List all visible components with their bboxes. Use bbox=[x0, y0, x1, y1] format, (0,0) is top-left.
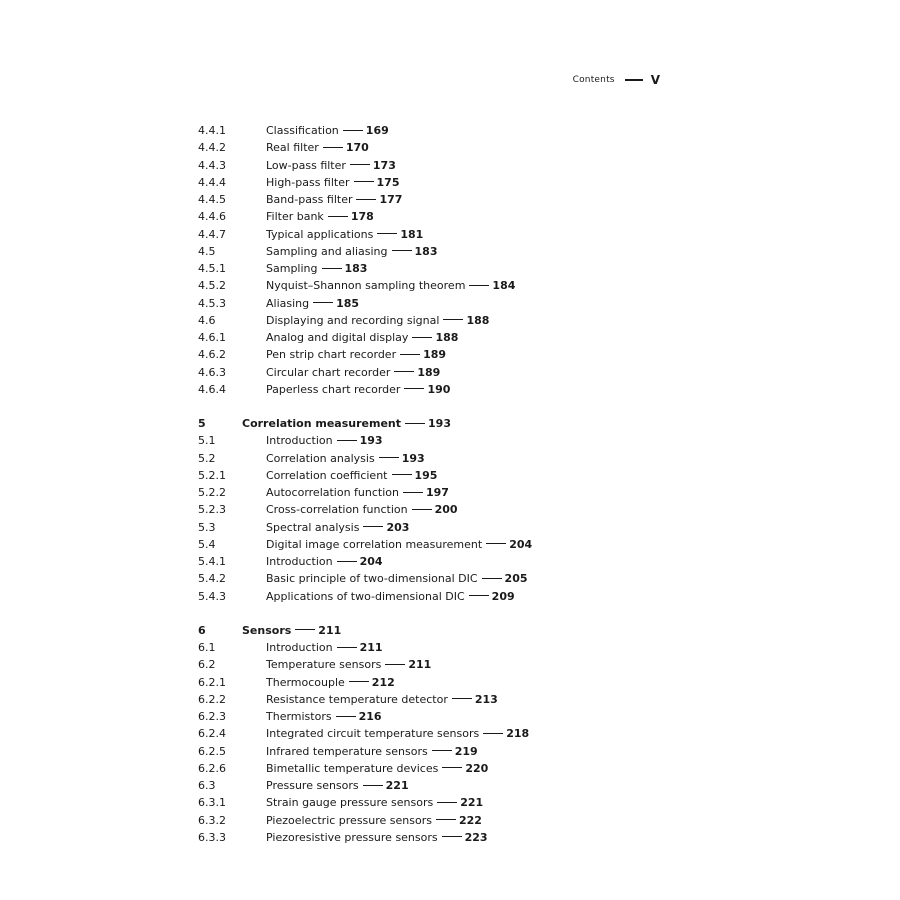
toc-entry-text bbox=[266, 519, 409, 536]
toc-entry-text bbox=[266, 277, 515, 294]
toc-entry-number: 6.3.2 bbox=[198, 813, 226, 827]
toc-entry-number: 6.3 bbox=[198, 779, 216, 792]
toc-entry-page-number: 211 bbox=[408, 658, 432, 672]
toc-entry[interactable] bbox=[198, 484, 618, 501]
toc-leader-dash bbox=[442, 836, 462, 837]
toc-entry-number: 4.4.7 bbox=[198, 227, 226, 241]
toc-entry-title: Classification bbox=[266, 124, 339, 137]
running-head-page-number: V bbox=[650, 73, 660, 87]
toc-entry-title: Real filter bbox=[266, 141, 319, 155]
toc-entry[interactable] bbox=[198, 519, 618, 536]
toc-entry-page-number: 188 bbox=[466, 313, 490, 327]
toc-entry-text bbox=[266, 794, 483, 811]
toc-entry-title: Displaying and recording signal bbox=[266, 313, 440, 327]
toc-leader-dash bbox=[313, 302, 333, 303]
toc-leader-dash bbox=[482, 578, 502, 579]
toc-leader-dash bbox=[322, 268, 342, 269]
toc-entry-page-number: 222 bbox=[459, 813, 482, 827]
toc-entry-number: 6.2.3 bbox=[198, 710, 226, 723]
toc-entry-page-number: 205 bbox=[504, 572, 528, 586]
toc-entry-page-number: 219 bbox=[454, 744, 478, 758]
toc-entry-title: Thermistors bbox=[266, 710, 332, 723]
toc-leader-dash bbox=[337, 647, 357, 648]
toc-entry-text bbox=[266, 260, 367, 277]
toc-entry[interactable] bbox=[198, 381, 618, 398]
toc-entry[interactable] bbox=[198, 725, 618, 742]
toc-entry-page-number: 170 bbox=[345, 141, 369, 155]
toc-leader-dash bbox=[363, 785, 383, 786]
toc-entry-text bbox=[266, 191, 402, 208]
toc-entry-text bbox=[266, 295, 359, 312]
toc-entry[interactable] bbox=[198, 656, 618, 673]
toc-entry-text bbox=[266, 536, 532, 553]
toc-leader-dash bbox=[412, 337, 432, 338]
toc-entry-page-number: 190 bbox=[427, 382, 451, 396]
toc-entry-page-number: 218 bbox=[506, 727, 530, 741]
toc-entry-number: 6.2.2 bbox=[198, 692, 226, 706]
toc-entry-text bbox=[266, 725, 529, 742]
toc-entry[interactable] bbox=[198, 208, 618, 225]
toc-entry-page-number: 211 bbox=[318, 623, 342, 637]
toc-leader-dash bbox=[337, 561, 357, 562]
toc-leader-dash bbox=[443, 319, 463, 320]
running-head bbox=[560, 72, 660, 88]
toc-entry-text bbox=[266, 639, 383, 656]
toc-entry-text bbox=[266, 674, 395, 691]
toc-entry-page-number: 193 bbox=[359, 434, 383, 448]
toc-entry-number: 5.2.3 bbox=[198, 503, 226, 517]
toc-leader-dash bbox=[400, 354, 420, 355]
toc-entry-title: Thermocouple bbox=[266, 675, 345, 689]
toc-leader-dash bbox=[349, 681, 369, 682]
toc-entry-title: Correlation coefficient bbox=[266, 468, 388, 482]
toc-leader-dash bbox=[432, 750, 452, 751]
toc-entry-number: 5.2.1 bbox=[198, 468, 226, 482]
toc-entry-number: 5.1 bbox=[198, 434, 216, 448]
toc-entry[interactable] bbox=[198, 467, 618, 484]
toc-entry[interactable] bbox=[198, 157, 618, 174]
toc-entry-page-number: 175 bbox=[376, 175, 400, 189]
toc-entry-page-number: 197 bbox=[426, 486, 449, 499]
toc-leader-dash bbox=[379, 457, 399, 458]
toc-entry-page-number: 193 bbox=[401, 451, 425, 465]
toc-entry-page-number: 221 bbox=[385, 779, 409, 792]
toc-entry-number: 6.2.6 bbox=[198, 761, 226, 775]
toc-entry-number: 4.4.3 bbox=[198, 158, 226, 172]
toc-entry-number: 6.3.3 bbox=[198, 830, 226, 844]
toc-entry[interactable] bbox=[198, 674, 618, 691]
toc-entry-title: Correlation measurement bbox=[242, 417, 402, 430]
toc-entry-number: 5 bbox=[198, 417, 206, 430]
toc-entry-title: Sensors bbox=[242, 623, 292, 637]
toc-entry-title: Spectral analysis bbox=[266, 520, 360, 534]
toc-entry-page-number: 183 bbox=[414, 244, 438, 258]
toc-entry-number: 6.2 bbox=[198, 658, 216, 672]
toc-leader-dash bbox=[336, 716, 356, 717]
toc-entry-page-number: 183 bbox=[344, 262, 368, 275]
toc-entry-number: 6 bbox=[198, 623, 206, 637]
toc-entry-text bbox=[266, 312, 489, 329]
toc-entry[interactable] bbox=[198, 829, 618, 846]
toc-entry-title: Integrated circuit temperature sensors bbox=[266, 727, 480, 741]
toc-entry-title: Introduction bbox=[266, 641, 333, 654]
toc-entry-text bbox=[266, 364, 440, 381]
toc-entry-page-number: 185 bbox=[336, 296, 360, 310]
toc-entry-number: 4.4.6 bbox=[198, 210, 226, 224]
toc-entry-title: Introduction bbox=[266, 434, 333, 448]
toc-entry-number: 5.3 bbox=[198, 520, 216, 534]
toc-entry-text bbox=[242, 415, 451, 432]
toc-entry[interactable] bbox=[198, 588, 618, 605]
toc-entry[interactable] bbox=[198, 553, 618, 570]
toc-entry-number: 6.2.5 bbox=[198, 744, 226, 758]
toc-entry-page-number: 189 bbox=[423, 348, 447, 362]
toc-entry-page-number: 195 bbox=[414, 468, 438, 482]
toc-entry-page-number: 200 bbox=[434, 503, 458, 517]
toc-entry[interactable] bbox=[198, 174, 618, 191]
toc-entry-page-number: 213 bbox=[474, 692, 498, 706]
toc-entry-page-number: 178 bbox=[350, 210, 374, 224]
toc-entry-text bbox=[266, 812, 482, 829]
toc-leader-dash bbox=[442, 767, 462, 768]
toc-entry-title: Pen strip chart recorder bbox=[266, 348, 397, 362]
toc-leader-dash bbox=[337, 440, 357, 441]
toc-entry-text bbox=[266, 656, 431, 673]
toc-entry-title: Autocorrelation function bbox=[266, 486, 399, 499]
toc-entry[interactable] bbox=[198, 295, 618, 312]
toc-entry-text bbox=[266, 381, 450, 398]
toc-entry[interactable] bbox=[198, 346, 618, 363]
toc-entry-text bbox=[266, 708, 382, 725]
toc-entry-title: Basic principle of two-dimensional DIC bbox=[266, 572, 478, 586]
toc-entry-title: High-pass filter bbox=[266, 175, 350, 189]
toc-entry-text bbox=[266, 329, 458, 346]
toc-entry-page-number: 223 bbox=[464, 830, 488, 844]
toc-entry-number: 4.6 bbox=[198, 313, 216, 327]
toc-entry-title: Nyquist–Shannon sampling theorem bbox=[266, 279, 466, 293]
toc-entry-text bbox=[242, 622, 341, 639]
toc-entry-number: 5.2 bbox=[198, 451, 216, 465]
toc-entry-number: 4.5.3 bbox=[198, 296, 226, 310]
toc-entry[interactable] bbox=[198, 691, 618, 708]
toc-entry-number: 4.5.2 bbox=[198, 279, 226, 293]
toc-entry-page-number: 220 bbox=[465, 761, 489, 775]
toc-entry[interactable] bbox=[198, 760, 618, 777]
toc-entry-text bbox=[266, 122, 389, 139]
toc-entry-page-number: 173 bbox=[372, 158, 396, 172]
running-head-label: Contents bbox=[572, 75, 615, 85]
toc-leader-dash bbox=[295, 629, 315, 630]
toc-entry-title: Piezoelectric pressure sensors bbox=[266, 813, 432, 827]
running-head-rule bbox=[625, 79, 643, 81]
toc-entry-text bbox=[266, 243, 437, 260]
toc-leader-dash bbox=[350, 164, 370, 165]
toc-entry-page-number: 221 bbox=[460, 796, 484, 810]
toc-entry-text bbox=[266, 139, 369, 156]
toc-entry[interactable] bbox=[198, 260, 618, 277]
toc-entry-number: 4.6.3 bbox=[198, 365, 226, 379]
toc-entry-number: 4.5.1 bbox=[198, 262, 226, 275]
toc-leader-dash bbox=[404, 388, 424, 389]
toc-entry-number: 4.5 bbox=[198, 244, 216, 258]
toc-entry-page-number: 216 bbox=[358, 710, 382, 723]
toc-entry-title: Filter bank bbox=[266, 210, 324, 224]
toc-entry-page-number: 204 bbox=[509, 537, 533, 551]
toc-entry-number: 6.2.1 bbox=[198, 675, 226, 689]
toc-entry-text bbox=[266, 208, 374, 225]
toc-entry[interactable] bbox=[198, 570, 618, 587]
toc-entry-title: Correlation analysis bbox=[266, 451, 375, 465]
toc-entry-text bbox=[266, 467, 437, 484]
toc-entry-title: Analog and digital display bbox=[266, 331, 409, 344]
toc-entry-text bbox=[266, 484, 449, 501]
toc-entry-title: Infrared temperature sensors bbox=[266, 744, 428, 758]
toc-entry-text bbox=[266, 760, 488, 777]
toc-entry-number: 6.3.1 bbox=[198, 796, 226, 810]
toc-entry-page-number: 184 bbox=[492, 279, 516, 293]
toc-entry-title: Digital image correlation measurement bbox=[266, 537, 483, 551]
toc-entry-number: 4.4.1 bbox=[198, 124, 226, 137]
toc-entry[interactable] bbox=[198, 191, 618, 208]
toc-entry-page-number: 177 bbox=[379, 193, 403, 206]
toc-section bbox=[198, 122, 618, 398]
toc-entry-page-number: 209 bbox=[491, 589, 515, 603]
toc-entry-title: Sampling bbox=[266, 262, 318, 275]
toc-leader-dash bbox=[412, 509, 432, 510]
toc-entry[interactable] bbox=[198, 794, 618, 811]
toc-leader-dash bbox=[323, 147, 343, 148]
toc-entry-number: 4.6.2 bbox=[198, 348, 226, 362]
toc-entry-page-number: 188 bbox=[435, 331, 459, 344]
toc-entry-text bbox=[266, 346, 446, 363]
toc-leader-dash bbox=[394, 371, 414, 372]
toc-chapter-entry[interactable] bbox=[198, 622, 618, 639]
toc-entry[interactable] bbox=[198, 329, 618, 346]
toc-leader-dash bbox=[486, 543, 506, 544]
toc-entry[interactable] bbox=[198, 226, 618, 243]
toc-leader-dash bbox=[403, 492, 423, 493]
toc-entry-page-number: 193 bbox=[428, 417, 451, 430]
toc-entry[interactable] bbox=[198, 743, 618, 760]
toc-entry-title: Low-pass filter bbox=[266, 158, 346, 172]
toc-entry[interactable] bbox=[198, 364, 618, 381]
toc-entry-text bbox=[266, 157, 396, 174]
toc-section bbox=[198, 415, 618, 605]
toc-entry-number: 4.6.4 bbox=[198, 382, 226, 396]
toc-leader-dash bbox=[392, 250, 412, 251]
toc-entry[interactable] bbox=[198, 501, 618, 518]
toc-entry-title: Circular chart recorder bbox=[266, 365, 391, 379]
toc-entry-title: Sampling and aliasing bbox=[266, 244, 388, 258]
toc-entry[interactable] bbox=[198, 243, 618, 260]
toc-entry-number: 5.4 bbox=[198, 537, 216, 551]
toc-entry-text bbox=[266, 553, 383, 570]
toc-entry-title: Aliasing bbox=[266, 296, 310, 310]
toc-entry-page-number: 181 bbox=[400, 227, 424, 241]
toc-leader-dash bbox=[452, 698, 472, 699]
toc-entry[interactable] bbox=[198, 277, 618, 294]
toc-entry-page-number: 204 bbox=[359, 555, 383, 568]
toc-leader-dash bbox=[469, 595, 489, 596]
table-of-contents bbox=[198, 122, 618, 846]
toc-entry[interactable] bbox=[198, 432, 618, 449]
toc-leader-dash bbox=[385, 664, 405, 665]
toc-entry[interactable] bbox=[198, 708, 618, 725]
toc-entry[interactable] bbox=[198, 812, 618, 829]
toc-entry-page-number: 203 bbox=[386, 520, 410, 534]
toc-entry-title: Typical applications bbox=[266, 227, 374, 241]
toc-entry-text bbox=[266, 432, 383, 449]
toc-entry-number: 6.2.4 bbox=[198, 727, 226, 741]
toc-entry-title: Paperless chart recorder bbox=[266, 382, 401, 396]
toc-entry[interactable] bbox=[198, 122, 618, 139]
toc-entry-text bbox=[266, 174, 400, 191]
toc-entry-page-number: 189 bbox=[417, 365, 441, 379]
toc-entry-number: 4.4.5 bbox=[198, 193, 226, 206]
toc-entry-number: 6.1 bbox=[198, 641, 216, 654]
toc-entry[interactable] bbox=[198, 777, 618, 794]
toc-entry-title: Pressure sensors bbox=[266, 779, 359, 792]
toc-entry-text bbox=[266, 501, 458, 518]
toc-entry-title: Temperature sensors bbox=[266, 658, 382, 672]
toc-entry-title: Piezoresistive pressure sensors bbox=[266, 830, 438, 844]
toc-entry[interactable] bbox=[198, 450, 618, 467]
toc-entry-page-number: 211 bbox=[359, 641, 383, 654]
toc-leader-dash bbox=[483, 733, 503, 734]
toc-entry[interactable] bbox=[198, 536, 618, 553]
toc-chapter-entry[interactable] bbox=[198, 415, 618, 432]
toc-entry-number: 5.4.3 bbox=[198, 589, 226, 603]
toc-entry-number: 4.4.2 bbox=[198, 141, 226, 155]
toc-leader-dash bbox=[363, 526, 383, 527]
toc-leader-dash bbox=[377, 233, 397, 234]
toc-leader-dash bbox=[437, 802, 457, 803]
toc-entry-title: Introduction bbox=[266, 555, 333, 568]
toc-leader-dash bbox=[343, 130, 363, 131]
toc-entry-text bbox=[266, 570, 528, 587]
toc-entry-text bbox=[266, 450, 425, 467]
toc-entry-page-number: 169 bbox=[365, 124, 389, 137]
toc-entry-text bbox=[266, 226, 423, 243]
toc-entry-title: Band-pass filter bbox=[266, 193, 353, 206]
toc-leader-dash bbox=[328, 216, 348, 217]
toc-entry-number: 4.6.1 bbox=[198, 331, 226, 344]
toc-entry-number: 5.4.2 bbox=[198, 572, 226, 586]
toc-entry-text bbox=[266, 829, 488, 846]
toc-entry-title: Cross-correlation function bbox=[266, 503, 408, 517]
toc-leader-dash bbox=[436, 819, 456, 820]
toc-entry-title: Strain gauge pressure sensors bbox=[266, 796, 434, 810]
toc-entry-text bbox=[266, 777, 409, 794]
toc-leader-dash bbox=[356, 199, 376, 200]
toc-entry-text bbox=[266, 588, 515, 605]
toc-entry-title: Applications of two-dimensional DIC bbox=[266, 589, 465, 603]
toc-entry-title: Bimetallic temperature devices bbox=[266, 761, 439, 775]
toc-entry[interactable] bbox=[198, 312, 618, 329]
toc-leader-dash bbox=[469, 285, 489, 286]
toc-entry-number: 5.2.2 bbox=[198, 486, 226, 499]
toc-entry-number: 4.4.4 bbox=[198, 175, 226, 189]
toc-entry-title: Resistance temperature detector bbox=[266, 692, 448, 706]
toc-leader-dash bbox=[392, 474, 412, 475]
toc-section bbox=[198, 622, 618, 846]
toc-entry[interactable] bbox=[198, 139, 618, 156]
toc-entry-page-number: 212 bbox=[371, 675, 395, 689]
toc-entry-number: 5.4.1 bbox=[198, 555, 226, 568]
toc-entry-text bbox=[266, 691, 498, 708]
toc-entry-text bbox=[266, 743, 478, 760]
toc-leader-dash bbox=[405, 423, 425, 424]
toc-leader-dash bbox=[354, 181, 374, 182]
toc-entry[interactable] bbox=[198, 639, 618, 656]
